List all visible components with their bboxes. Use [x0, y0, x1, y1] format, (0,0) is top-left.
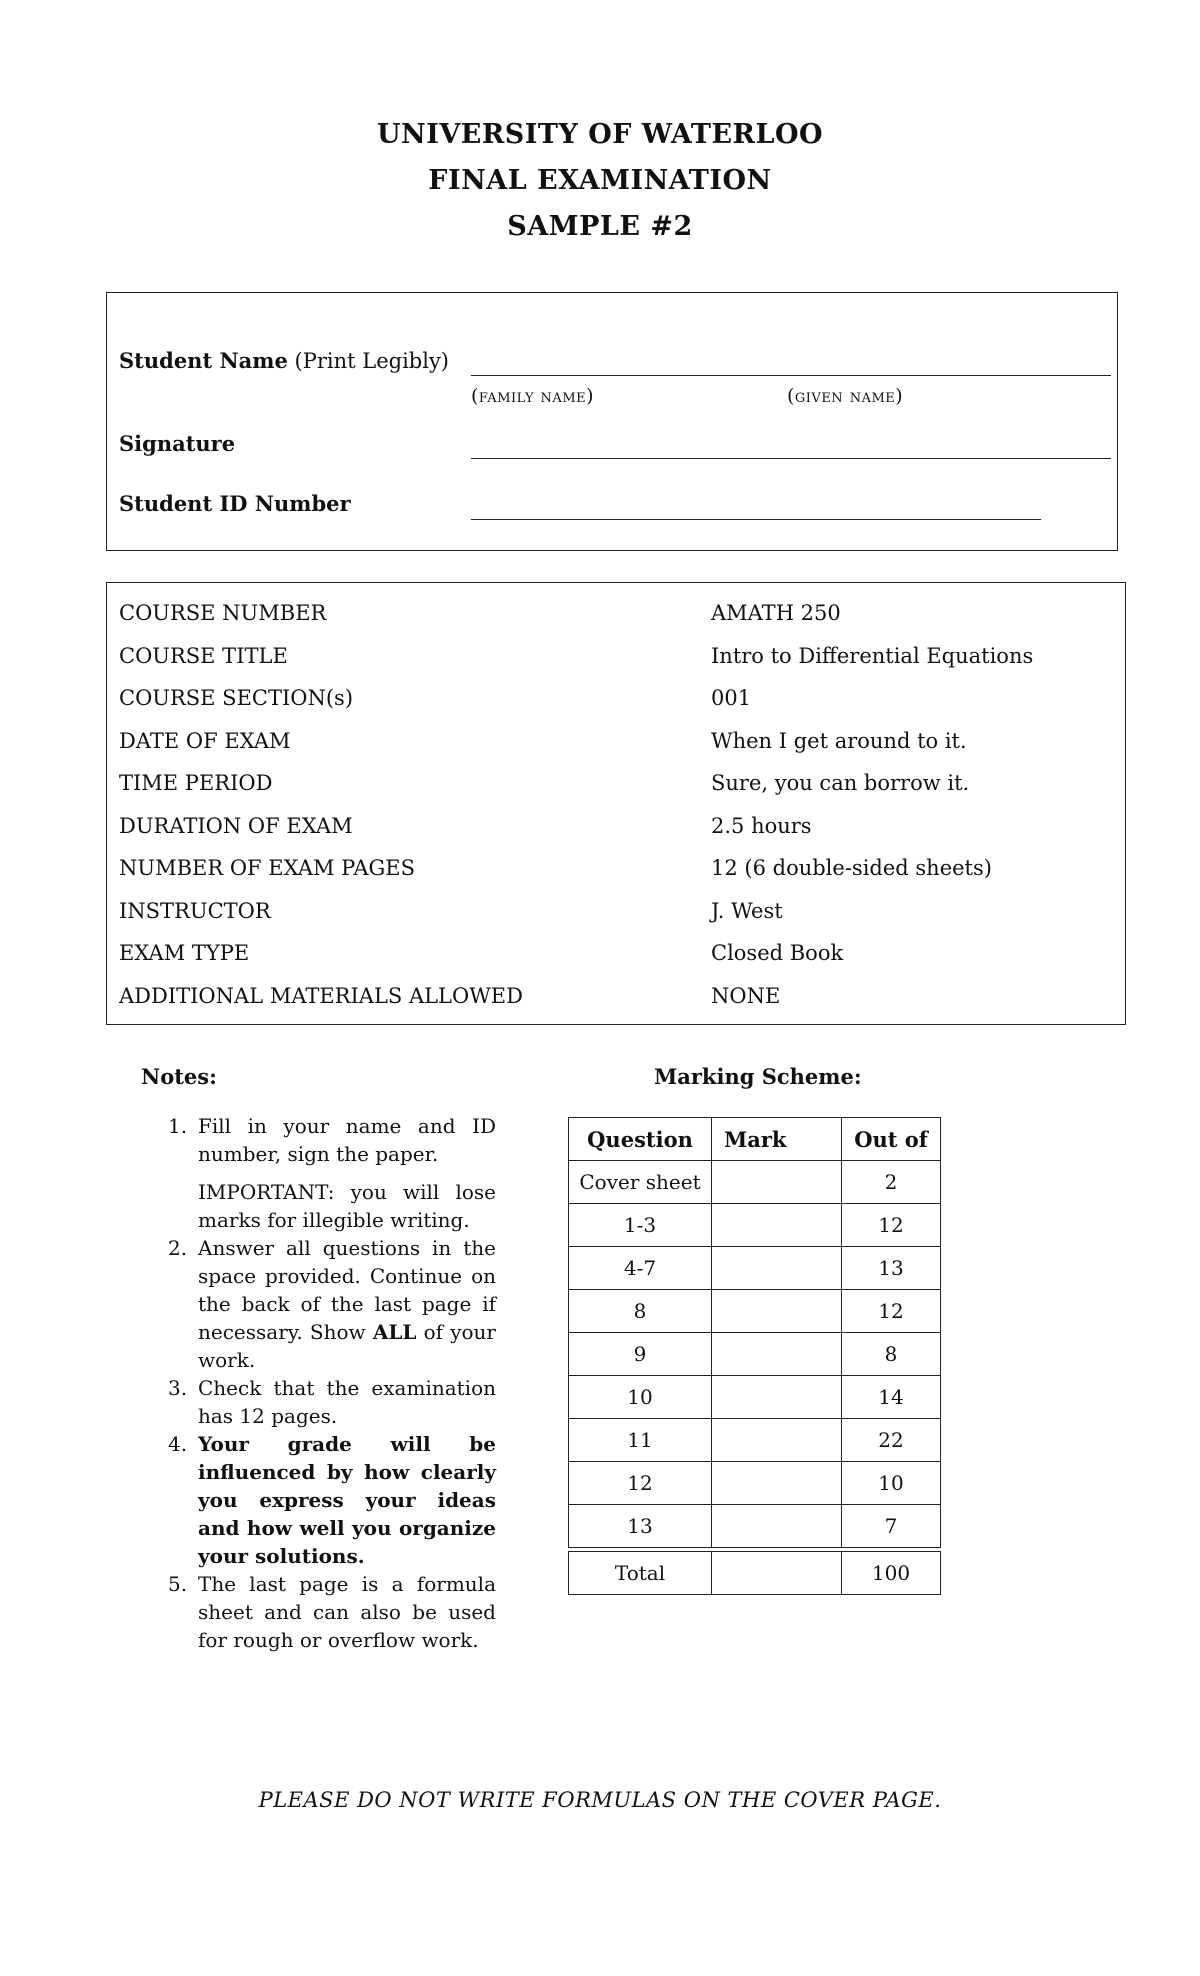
- note-text: Fill in your name and ID number, sign the paper.: [198, 1114, 496, 1166]
- course-info-row: [119, 899, 1099, 941]
- out-of-cell: 14: [842, 1376, 941, 1419]
- course-info-value: Sure, you can borrow it.: [711, 771, 970, 795]
- mark-cell[interactable]: [712, 1290, 842, 1333]
- course-info-label: TIME PERIOD: [119, 771, 273, 795]
- out-of-cell: 12: [842, 1290, 941, 1333]
- course-info-label: COURSE SECTION(s): [119, 686, 354, 710]
- total-label: Total: [569, 1552, 712, 1595]
- out-of-cell: 22: [842, 1419, 941, 1462]
- note-item: [160, 1374, 496, 1430]
- student-name-label: [119, 348, 449, 373]
- course-info-label: DURATION OF EXAM: [119, 813, 353, 838]
- marking-scheme-table: [568, 1117, 941, 1595]
- course-info-value: When I get around to it.: [711, 728, 967, 753]
- course-info-row: [119, 601, 1099, 643]
- column-header-out-of: Out of: [842, 1118, 941, 1161]
- course-info-label: ADDITIONAL MATERIALS ALLOWED: [119, 983, 523, 1008]
- signature-field[interactable]: [471, 458, 1111, 459]
- mark-cell[interactable]: [712, 1462, 842, 1505]
- total-row: [569, 1552, 941, 1595]
- question-cell: 8: [569, 1290, 712, 1333]
- exam-header: [0, 112, 1200, 250]
- exam-title: FINAL EXAMINATION: [428, 165, 772, 196]
- print-legibly-hint: (Print Legibly): [294, 349, 449, 373]
- mark-cell[interactable]: [712, 1505, 842, 1548]
- table-row: [569, 1505, 941, 1548]
- note-item: [160, 1234, 496, 1374]
- table-row: [569, 1333, 941, 1376]
- course-info-row: [119, 729, 1099, 771]
- mark-cell[interactable]: [712, 1419, 842, 1462]
- out-of-cell: 13: [842, 1247, 941, 1290]
- course-info-value: NONE: [711, 983, 781, 1008]
- family-name-caption: (family name): [471, 385, 595, 407]
- course-info-value: J. West: [711, 898, 783, 923]
- table-row: [569, 1204, 941, 1247]
- table-row: [569, 1161, 941, 1204]
- note-item: [160, 1112, 496, 1234]
- cover-page-warning: PLEASE DO NOT WRITE FORMULAS ON THE COVER PAGE.: [258, 1788, 942, 1812]
- table-header-row: [569, 1118, 941, 1161]
- note-number: 5.: [168, 1572, 188, 1596]
- course-info-label: INSTRUCTOR: [119, 898, 271, 923]
- question-cell: 10: [569, 1376, 712, 1419]
- table-row: [569, 1376, 941, 1419]
- out-of-cell: 2: [842, 1161, 941, 1204]
- student-id-label: Student ID Number: [119, 491, 351, 516]
- note-text: The last page is a formula sheet and can also be used for rough or overflow work.: [198, 1572, 496, 1652]
- question-cell: 9: [569, 1333, 712, 1376]
- note-number: 1.: [168, 1114, 188, 1138]
- student-id-field[interactable]: [471, 519, 1041, 520]
- note-text: Check that the examination has 12 pages.: [198, 1376, 496, 1428]
- course-info-row: [119, 856, 1099, 898]
- note-item: [160, 1570, 496, 1654]
- course-info-value: 001: [711, 686, 752, 710]
- student-name-label-text: Student Name: [119, 348, 288, 373]
- table-row: [569, 1290, 941, 1333]
- course-info-row: [119, 771, 1099, 813]
- course-info-label: DATE OF EXAM: [119, 728, 291, 753]
- mark-cell[interactable]: [712, 1376, 842, 1419]
- course-info-value: Intro to Differential Equations: [711, 643, 1034, 668]
- mark-cell[interactable]: [712, 1161, 842, 1204]
- total-out-of: 100: [842, 1552, 941, 1595]
- note-item: [160, 1430, 496, 1570]
- student-info-box: [106, 292, 1118, 551]
- question-cell: 4-7: [569, 1247, 712, 1290]
- signature-label: Signature: [119, 431, 236, 456]
- table-row: [569, 1462, 941, 1505]
- course-info-value: 2.5 hours: [711, 813, 812, 838]
- note-text-part: Answer all questions in the space provided. Continue on the back of the last page if necessary. Show: [198, 1236, 496, 1344]
- course-info-label: EXAM TYPE: [119, 941, 250, 965]
- course-info-label: COURSE NUMBER: [119, 601, 327, 625]
- note-number: 4.: [168, 1432, 188, 1456]
- course-info-label: COURSE TITLE: [119, 643, 288, 668]
- notes-title: Notes:: [141, 1064, 217, 1089]
- total-mark-cell[interactable]: [712, 1552, 842, 1595]
- sample-title: SAMPLE #2: [507, 211, 693, 242]
- note-important: IMPORTANT: you will lose marks for illegible writing.: [198, 1180, 496, 1232]
- out-of-cell: 10: [842, 1462, 941, 1505]
- table-row: [569, 1419, 941, 1462]
- note-text: [198, 1234, 496, 1374]
- mark-cell[interactable]: [712, 1204, 842, 1247]
- note-emphasis: ALL: [372, 1320, 417, 1344]
- course-info-value: 12 (6 double-sided sheets): [711, 856, 992, 880]
- note-text-part: of your work.: [198, 1320, 496, 1372]
- university-title: UNIVERSITY OF WATERLOO: [376, 119, 823, 150]
- notes-list: [160, 1112, 496, 1654]
- out-of-cell: 12: [842, 1204, 941, 1247]
- column-header-question: Question: [569, 1118, 712, 1161]
- question-cell: Cover sheet: [569, 1161, 712, 1204]
- question-cell: 13: [569, 1505, 712, 1548]
- question-cell: 1-3: [569, 1204, 712, 1247]
- table-row: [569, 1247, 941, 1290]
- course-info-box: [106, 582, 1126, 1025]
- course-info-row: [119, 984, 1099, 1026]
- course-info-row: [119, 686, 1099, 728]
- note-number: 3.: [168, 1376, 188, 1400]
- course-info-value: AMATH 250: [711, 601, 841, 625]
- question-cell: 12: [569, 1462, 712, 1505]
- course-info-row: [119, 941, 1099, 983]
- course-info-label: NUMBER OF EXAM PAGES: [119, 856, 416, 880]
- course-info-row: [119, 644, 1099, 686]
- question-cell: 11: [569, 1419, 712, 1462]
- course-info-value: Closed Book: [711, 941, 844, 965]
- out-of-cell: 7: [842, 1505, 941, 1548]
- mark-cell[interactable]: [712, 1333, 842, 1376]
- note-number: 2.: [168, 1236, 188, 1260]
- column-header-mark: Mark: [712, 1118, 842, 1161]
- note-text: Your grade will be influenced by how clearly you express your ideas and how well you organize your solutions.: [198, 1432, 496, 1568]
- student-name-field[interactable]: [471, 375, 1111, 376]
- mark-cell[interactable]: [712, 1247, 842, 1290]
- marking-scheme-title: Marking Scheme:: [654, 1064, 862, 1089]
- out-of-cell: 8: [842, 1333, 941, 1376]
- given-name-caption: (given name): [787, 385, 904, 407]
- course-info-row: [119, 814, 1099, 856]
